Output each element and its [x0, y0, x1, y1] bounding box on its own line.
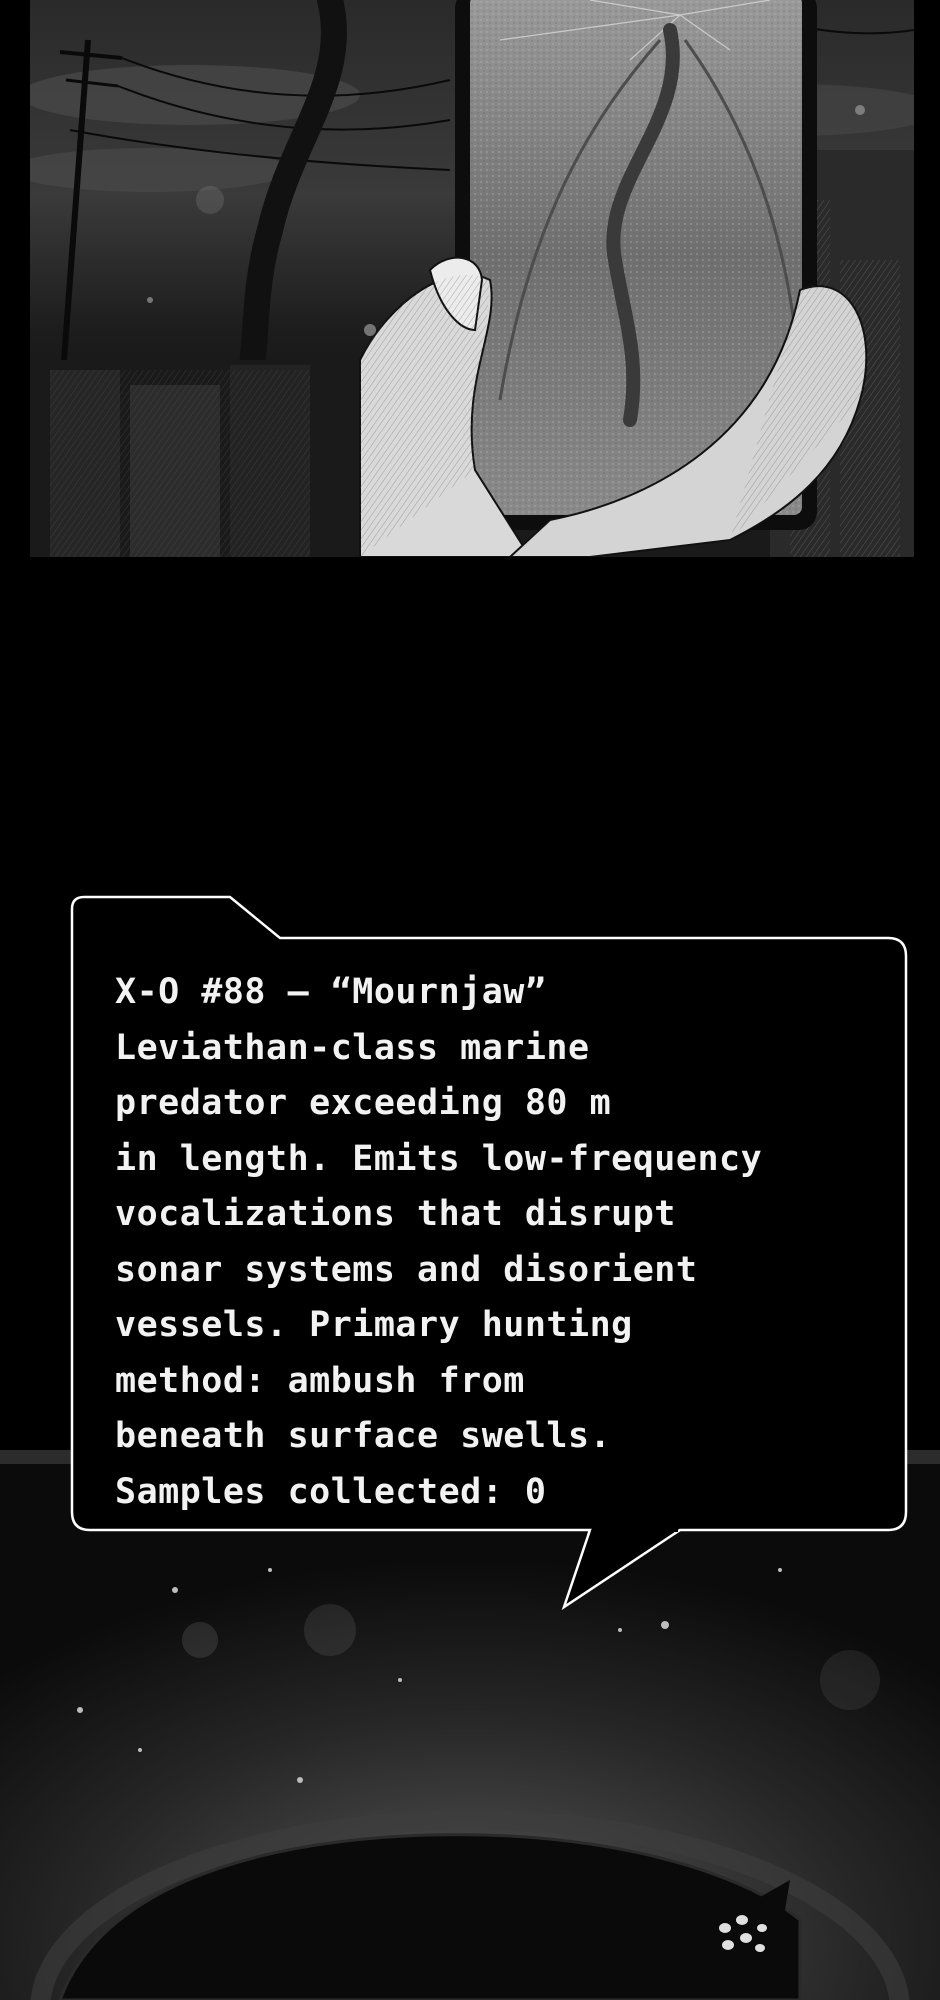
caption-line: in length. Emits low-frequency [115, 1138, 763, 1179]
caption-line: sonar systems and disorient [115, 1249, 698, 1290]
caption-line: method: ambush from [115, 1360, 525, 1401]
caption-text [115, 965, 762, 1520]
caption-line: vessels. Primary hunting [115, 1305, 633, 1345]
top-comic-panel [30, 0, 914, 557]
caption-line: vocalizations that disrupt [115, 1194, 676, 1234]
caption-line: Samples collected: 0 [115, 1471, 547, 1512]
city-scene-illustration [30, 0, 914, 557]
caption-line: beneath surface swells. [115, 1416, 612, 1456]
caption-box [70, 895, 908, 1535]
caption-line: predator exceeding 80 m [115, 1083, 612, 1123]
caption-line: X-O #88 – “Mournjaw” [115, 972, 547, 1012]
tendril-silhouette [245, 0, 334, 400]
caption-line: Leviathan-class marine [115, 1027, 590, 1068]
caption-bubble-tail [550, 1527, 750, 1617]
